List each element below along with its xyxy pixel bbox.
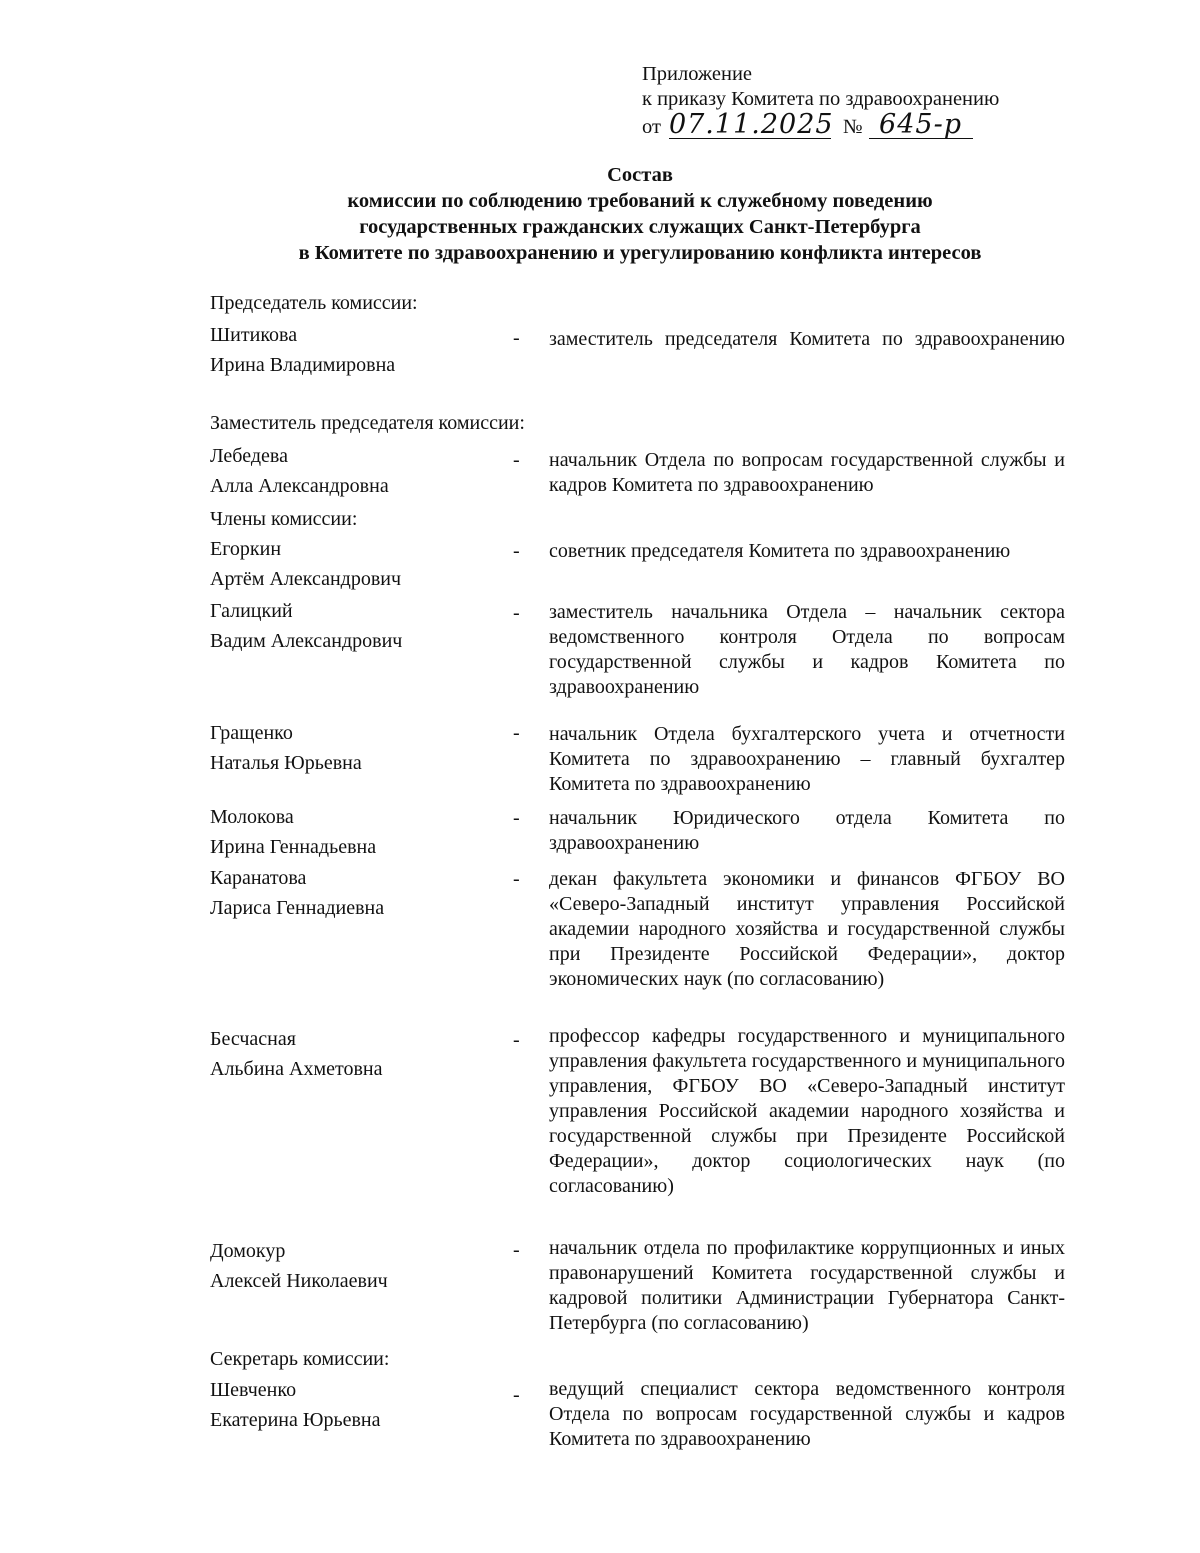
member-surname: Егоркин bbox=[210, 538, 282, 560]
member-position: заместитель председателя Комитета по здравоохранению bbox=[549, 328, 1065, 350]
appendix-label: Приложение bbox=[642, 63, 753, 85]
title-line-4: в Комитете по здравоохранению и урегулированию конфликта интересов bbox=[298, 242, 982, 264]
date-prefix: от bbox=[642, 116, 661, 138]
member-name bbox=[210, 802, 376, 862]
member-name bbox=[210, 320, 395, 380]
dash-separator: - bbox=[513, 1029, 520, 1051]
section-deputy: Заместитель председателя комиссии: bbox=[210, 412, 525, 434]
document-title bbox=[0, 162, 1200, 266]
member-surname: Шитикова bbox=[210, 324, 298, 346]
member-given-name: Лариса Геннадиевна bbox=[210, 897, 385, 919]
dash-separator: - bbox=[513, 602, 520, 624]
member-given-name: Алла Александровна bbox=[210, 475, 389, 497]
member-name bbox=[210, 534, 401, 594]
member-position: ведущий специалист сектора ведомственного контроля Отдела по вопросам государственной службы и кадров Комитета по здравоохранению bbox=[549, 1378, 1065, 1450]
appendix-header bbox=[642, 62, 999, 140]
dash-separator: - bbox=[513, 868, 520, 890]
number-label: № bbox=[842, 116, 863, 138]
member-surname: Гращенко bbox=[210, 722, 293, 744]
dash-separator: - bbox=[513, 807, 520, 829]
member-name bbox=[210, 863, 384, 923]
member-position: начальник отдела по профилактике коррупционных и иных правонарушений Комитета государственной службы и кадровой политики Администрации Губернатора Санкт-Петербурга (по согласованию) bbox=[549, 1237, 1065, 1334]
member-surname: Молокова bbox=[210, 806, 294, 828]
member-name bbox=[210, 1024, 382, 1084]
member-given-name: Екатерина Юрьевна bbox=[210, 1409, 381, 1431]
member-name bbox=[210, 1375, 380, 1435]
dash-separator: - bbox=[513, 540, 520, 562]
member-position: начальник Юридического отдела Комитета по здравоохранению bbox=[549, 807, 1065, 854]
member-position: начальник Отдела по вопросам государственной службы и кадров Комитета по здравоохранению bbox=[549, 449, 1065, 496]
member-position: профессор кафедры государственного и муниципального управления факультета государственного и муниципального управления, ФГБОУ ВО «Северо-Западный институт управления Российской академии народного хозяйства и государственной службы при Президенте Российской Федерации», доктор социологических наук (по согласованию) bbox=[549, 1025, 1065, 1197]
dash-separator: - bbox=[513, 449, 520, 471]
section-chair: Председатель комиссии: bbox=[210, 292, 418, 314]
member-surname: Галицкий bbox=[210, 600, 293, 622]
dash-separator: - bbox=[513, 1239, 520, 1261]
member-given-name: Вадим Александрович bbox=[210, 630, 403, 652]
dash-separator: - bbox=[513, 722, 520, 744]
section-secretary: Секретарь комиссии: bbox=[210, 1348, 390, 1370]
member-given-name: Алексей Николаевич bbox=[210, 1270, 388, 1292]
member-surname: Лебедева bbox=[210, 445, 288, 467]
title-line-2: комиссии по соблюдению требований к служебному поведению bbox=[347, 190, 933, 212]
member-position: заместитель начальника Отдела – начальник сектора ведомственного контроля Отдела по вопросам государственной службы и кадров Комитета по здравоохранению bbox=[549, 601, 1065, 698]
title-line-1: Состав bbox=[607, 164, 673, 186]
member-surname: Каранатова bbox=[210, 867, 307, 889]
member-name bbox=[210, 441, 389, 501]
member-position: начальник Отдела бухгалтерского учета и отчетности Комитета по здравоохранению – главный бухгалтер Комитета по здравоохранению bbox=[549, 723, 1065, 795]
member-name bbox=[210, 596, 402, 656]
member-surname: Домокур bbox=[210, 1240, 286, 1262]
handwritten-date: 07.11.2025 bbox=[668, 109, 834, 140]
member-given-name: Ирина Владимировна bbox=[210, 354, 396, 376]
member-position: советник председателя Комитета по здравоохранению bbox=[549, 540, 1011, 562]
member-given-name: Артём Александрович bbox=[210, 568, 402, 590]
appendix-order-reference: к приказу Комитета по здравоохранению bbox=[642, 88, 1000, 110]
member-given-name: Альбина Ахметовна bbox=[210, 1058, 383, 1080]
member-given-name: Ирина Геннадьевна bbox=[210, 836, 377, 858]
title-line-3: государственных гражданских служащих Санкт-Петербурга bbox=[359, 216, 921, 238]
member-position: декан факультета экономики и финансов ФГБОУ ВО «Северо-Западный институт управления Российской академии народного хозяйства и государственной службы при Президенте Российской Федерации», доктор экономических наук (по согласованию) bbox=[549, 868, 1065, 990]
dash-separator: - bbox=[513, 1384, 520, 1406]
member-surname: Бесчасная bbox=[210, 1028, 296, 1050]
appendix-date-number-row bbox=[642, 109, 999, 140]
member-given-name: Наталья Юрьевна bbox=[210, 752, 362, 774]
section-members: Члены комиссии: bbox=[210, 508, 358, 530]
member-surname: Шевченко bbox=[210, 1379, 297, 1401]
member-name bbox=[210, 1236, 388, 1296]
dash-separator: - bbox=[513, 327, 520, 349]
handwritten-number: 645-р bbox=[869, 112, 973, 139]
member-name bbox=[210, 718, 362, 778]
